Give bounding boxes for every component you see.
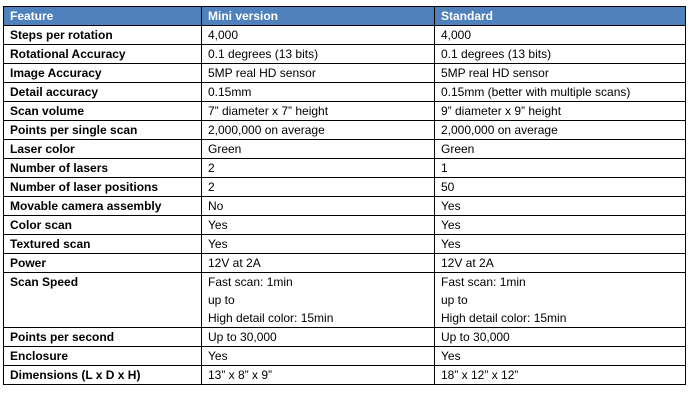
cell-line: Fast scan: 1min: [441, 275, 526, 289]
table-row: [4, 235, 686, 254]
mini-version-cell: [202, 159, 435, 178]
cell-line: 5MP real HD sensor: [441, 66, 549, 80]
cell-line: 4,000: [441, 28, 472, 42]
table-row: [4, 178, 686, 197]
table-row: [4, 26, 686, 45]
table-header: [4, 7, 686, 26]
standard-cell: [435, 197, 686, 216]
feature-cell: Number of laser positions: [4, 178, 202, 197]
table-row: [4, 197, 686, 216]
header-feature: Feature: [4, 7, 202, 26]
feature-cell: Number of lasers: [4, 159, 202, 178]
mini-version-cell: [202, 216, 435, 235]
cell-line: Yes: [441, 218, 461, 232]
standard-cell: [435, 254, 686, 273]
cell-line: 2,000,000 on average: [441, 123, 558, 137]
feature-cell: Textured scan: [4, 235, 202, 254]
feature-cell: Points per single scan: [4, 121, 202, 140]
cell-line: Green: [208, 142, 242, 156]
mini-version-cell: [202, 366, 435, 385]
table-row: [4, 216, 686, 235]
header-mini-version: Mini version: [202, 7, 435, 26]
cell-line: 2,000,000 on average: [208, 123, 325, 137]
standard-cell: [435, 366, 686, 385]
standard-cell: [435, 178, 686, 197]
table-row: [4, 347, 686, 366]
mini-version-cell: [202, 273, 435, 328]
mini-version-cell: [202, 83, 435, 102]
table-row: [4, 273, 686, 328]
cell-line: Yes: [441, 237, 461, 251]
cell-line: High detail color: 15min: [208, 311, 334, 325]
mini-version-cell: [202, 197, 435, 216]
cell-line: Green: [441, 142, 475, 156]
feature-cell: Rotational Accuracy: [4, 45, 202, 64]
cell-line: 2: [208, 180, 215, 194]
table-row: [4, 83, 686, 102]
cell-line: Up to 30,000: [441, 330, 510, 344]
cell-line: 5MP real HD sensor: [208, 66, 316, 80]
standard-cell: [435, 235, 686, 254]
cell-line: No: [208, 199, 224, 213]
table-row: [4, 254, 686, 273]
cell-line: 4,000: [208, 28, 239, 42]
standard-cell: [435, 347, 686, 366]
cell-line: 0.15mm (better with multiple scans): [441, 85, 631, 99]
cell-line: 1: [441, 161, 448, 175]
cell-line: 12V at 2A: [441, 256, 494, 270]
mini-version-cell: [202, 45, 435, 64]
mini-version-cell: [202, 26, 435, 45]
cell-line: Up to 30,000: [208, 330, 277, 344]
standard-cell: [435, 45, 686, 64]
mini-version-cell: [202, 235, 435, 254]
header-standard: Standard: [435, 7, 686, 26]
mini-version-cell: [202, 102, 435, 121]
table-row: [4, 121, 686, 140]
feature-cell: Scan Speed: [4, 273, 202, 328]
mini-version-cell: [202, 254, 435, 273]
cell-line: 7” diameter x 7” height: [208, 104, 329, 118]
cell-line: 2: [208, 161, 215, 175]
feature-cell: Image Accuracy: [4, 64, 202, 83]
feature-cell: Detail accuracy: [4, 83, 202, 102]
table-row: [4, 159, 686, 178]
table-row: [4, 328, 686, 347]
header-row: [4, 7, 686, 26]
mini-version-cell: [202, 347, 435, 366]
feature-cell: Points per second: [4, 328, 202, 347]
feature-cell: Movable camera assembly: [4, 197, 202, 216]
cell-line: Yes: [441, 199, 461, 213]
standard-cell: [435, 273, 686, 328]
table-body: [4, 26, 686, 385]
feature-cell: Color scan: [4, 216, 202, 235]
standard-cell: [435, 26, 686, 45]
table-row: [4, 102, 686, 121]
cell-line: Yes: [441, 349, 461, 363]
standard-cell: [435, 140, 686, 159]
mini-version-cell: [202, 121, 435, 140]
cell-line: 13” x 8” x 9”: [208, 368, 273, 382]
cell-line: 0.1 degrees (13 bits): [441, 47, 552, 61]
standard-cell: [435, 83, 686, 102]
cell-line: Yes: [208, 349, 228, 363]
cell-line: 18” x 12” x 12”: [441, 368, 519, 382]
table-row: [4, 140, 686, 159]
cell-line: 50: [441, 180, 455, 194]
table-row: [4, 64, 686, 83]
feature-cell: Power: [4, 254, 202, 273]
feature-cell: Scan volume: [4, 102, 202, 121]
feature-cell: Enclosure: [4, 347, 202, 366]
standard-cell: [435, 216, 686, 235]
table-row: [4, 45, 686, 64]
cell-line: 12V at 2A: [208, 256, 261, 270]
mini-version-cell: [202, 140, 435, 159]
cell-line: 0.15mm: [208, 85, 252, 99]
cell-line: Yes: [208, 237, 228, 251]
mini-version-cell: [202, 64, 435, 83]
standard-cell: [435, 328, 686, 347]
mini-version-cell: [202, 328, 435, 347]
cell-line: up to: [441, 293, 468, 307]
table-row: [4, 366, 686, 385]
cell-line: 9” diameter x 9” height: [441, 104, 562, 118]
feature-cell: Laser color: [4, 140, 202, 159]
cell-line: Yes: [208, 218, 228, 232]
mini-version-cell: [202, 178, 435, 197]
cell-line: Fast scan: 1min: [208, 275, 293, 289]
standard-cell: [435, 159, 686, 178]
cell-line: High detail color: 15min: [441, 311, 567, 325]
standard-cell: [435, 121, 686, 140]
cell-line: up to: [208, 293, 235, 307]
standard-cell: [435, 64, 686, 83]
cell-line: 0.1 degrees (13 bits): [208, 47, 319, 61]
standard-cell: [435, 102, 686, 121]
feature-cell: Steps per rotation: [4, 26, 202, 45]
spec-comparison-table: [3, 6, 686, 385]
feature-cell: Dimensions (L x D x H): [4, 366, 202, 385]
